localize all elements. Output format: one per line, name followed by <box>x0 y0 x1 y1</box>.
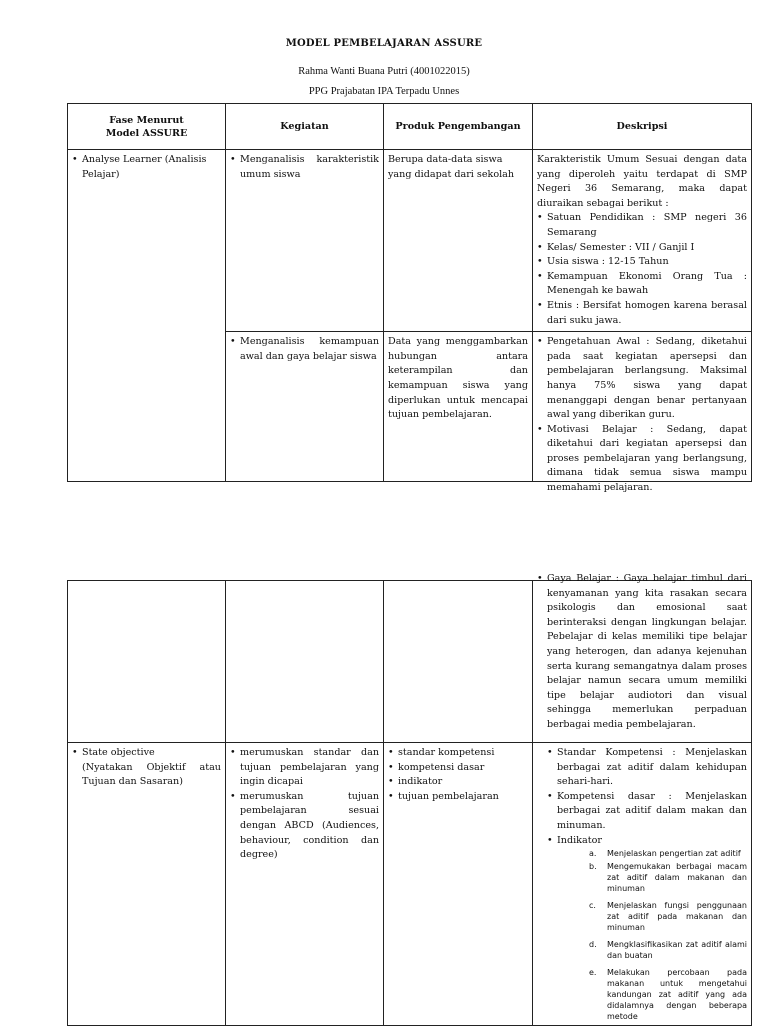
list-item: • Analyse Learner (Analisis Pelajar) <box>72 154 207 180</box>
header-description: Deskripsi <box>533 104 752 150</box>
description-cell <box>533 573 752 743</box>
header-phase <box>68 104 226 150</box>
list-item: • Usia siswa : 12-15 Tahun <box>537 256 669 268</box>
phase-cell <box>68 743 226 1026</box>
list-item: • Gaya Belajar : Gaya belajar timbul dari kenyamanan yang kita rasakan secara psikologis dan emosional saat berinteraksi dengan lingkungan belajar. Pebelajar di kelas memiliki tipe belajar yang heterogen, dan adanya kejenuhan serta kurang semangatnya dalam proses belajar namun secara umum memiliki tipe belajar audiotori dan visual sehingga memerlukan perpaduan berbagai media pembelajaran. <box>537 573 747 730</box>
list-item: • Kemampuan Ekonomi Orang Tua : Menengah ke bawah <box>537 270 747 297</box>
table-header-row <box>68 104 752 150</box>
list-item: • Pengetahuan Awal : Sedang, diketahui pada saat kegiatan apersepsi dan pembelajaran berlangsung. Maksimal hanya 75% siswa yang dapat menanggapi dengan benar pertanyaan awal yang diberikan guru. <box>537 336 747 421</box>
list-item: • Etnis : Bersifat homogen karena berasal dari suku jawa. <box>537 299 747 326</box>
program-line: PPG Prajabatan IPA Terpadu Unnes <box>308 86 460 97</box>
table-row <box>68 150 752 332</box>
list-item: • Satuan Pendidikan : SMP negeri 36 Semarang <box>537 212 747 238</box>
header-product: Produk Pengembangan <box>384 104 533 150</box>
list-item: e. Melakukan percobaan pada makanan untuk mengetahui kandungan zat aditif yang ada didalamnya dengan beberapa metode <box>589 968 747 1022</box>
list-item: • tujuan pembelajaran <box>388 790 499 802</box>
phase-cell <box>68 150 226 482</box>
indicator-list <box>537 848 747 1022</box>
list-item: • Menganalisis karakteristik umum siswa <box>230 154 379 180</box>
activity-cell <box>226 150 384 332</box>
list-item: • merumuskan standar dan tujuan pembelajaran yang ingin dicapai <box>230 747 379 788</box>
activity-cell <box>226 332 384 482</box>
table-row <box>68 743 752 1026</box>
description-cell <box>533 150 752 332</box>
document-title: MODEL PEMBELAJARAN ASSURE <box>285 38 483 49</box>
activity-cell <box>226 743 384 1026</box>
author-line: Rahma Wanti Buana Putri (4001022015) <box>298 66 470 77</box>
product-cell: Berupa data-data siswa yang didapat dari sekolah <box>384 150 533 332</box>
header-activity: Kegiatan <box>226 104 384 150</box>
list-item: • Kelas/ Semester : VII / Ganjil I <box>537 241 695 253</box>
assure-table-page-1 <box>67 103 752 494</box>
list-item: • indikator <box>388 776 443 788</box>
description-cell <box>533 332 752 494</box>
assure-table-page-2 <box>67 573 752 1026</box>
product-cell: Data yang menggambarkan hubungan antara keterampilan dan kemampuan siswa yang diperlukan untuk mencapai tujuan pembelajaran. <box>384 332 533 482</box>
header-phase-line2: Model ASSURE <box>105 127 188 139</box>
list-item: d. Mengklasifikasikan zat aditif alami dan buatan <box>589 940 747 961</box>
list-item: c. Menjelaskan fungsi penggunaan zat aditif pada makanan dan minuman <box>589 901 747 933</box>
list-item: • merumuskan tujuan pembelajaran sesuai dengan ABCD (Audiences, behaviour, condition dan degree) <box>230 790 379 861</box>
phase-analyse: Analyse Learner (Analisis Pelajar) <box>82 154 207 180</box>
list-item: a. Menjelaskan pengertian zat aditif <box>589 849 741 859</box>
list-item: • Kompetensi dasar : Menjelaskan berbagai zat aditif dalam makan dan minuman. <box>547 790 747 831</box>
list-item: • kompetensi dasar <box>388 761 485 773</box>
list-item: • Standar Kompetensi : Menjelaskan berbagai zat aditif dalam kehidupan sehari-hari. <box>547 747 747 788</box>
list-item: • standar kompetensi <box>388 747 495 758</box>
description-cell <box>533 743 752 1026</box>
table-row <box>68 581 752 743</box>
header-phase-line1: Fase Menurut <box>109 114 184 126</box>
list-item: b. Mengemukakan berbagai macam zat aditif dalam makanan dan minuman <box>589 862 747 894</box>
list-item: • Menganalisis kemampuan awal dan gaya belajar siswa <box>230 336 379 362</box>
list-item: • State objective (Nyatakan Objektif atau Tujuan dan Sasaran) <box>72 747 221 788</box>
product-cell <box>384 743 533 1026</box>
phase-cell <box>68 581 226 743</box>
phase-state: State objective <box>82 747 155 758</box>
description-intro: Karakteristik Umum Sesuai dengan data yang diperoleh yaitu terdapat di SMP Negeri 36 Semarang, maka dapat diuraikan sebagai berikut : <box>537 154 747 209</box>
product-cell <box>384 581 533 743</box>
activity-cell <box>226 581 384 743</box>
list-item: • Motivasi Belajar : Sedang, dapat diketahui dari kegiatan apersepsi dan proses pembelajaran yang berlangsung, dimana tidak semua siswa mampu memahami pelajaran. <box>537 423 747 494</box>
list-item: • Indikator <box>547 834 602 846</box>
